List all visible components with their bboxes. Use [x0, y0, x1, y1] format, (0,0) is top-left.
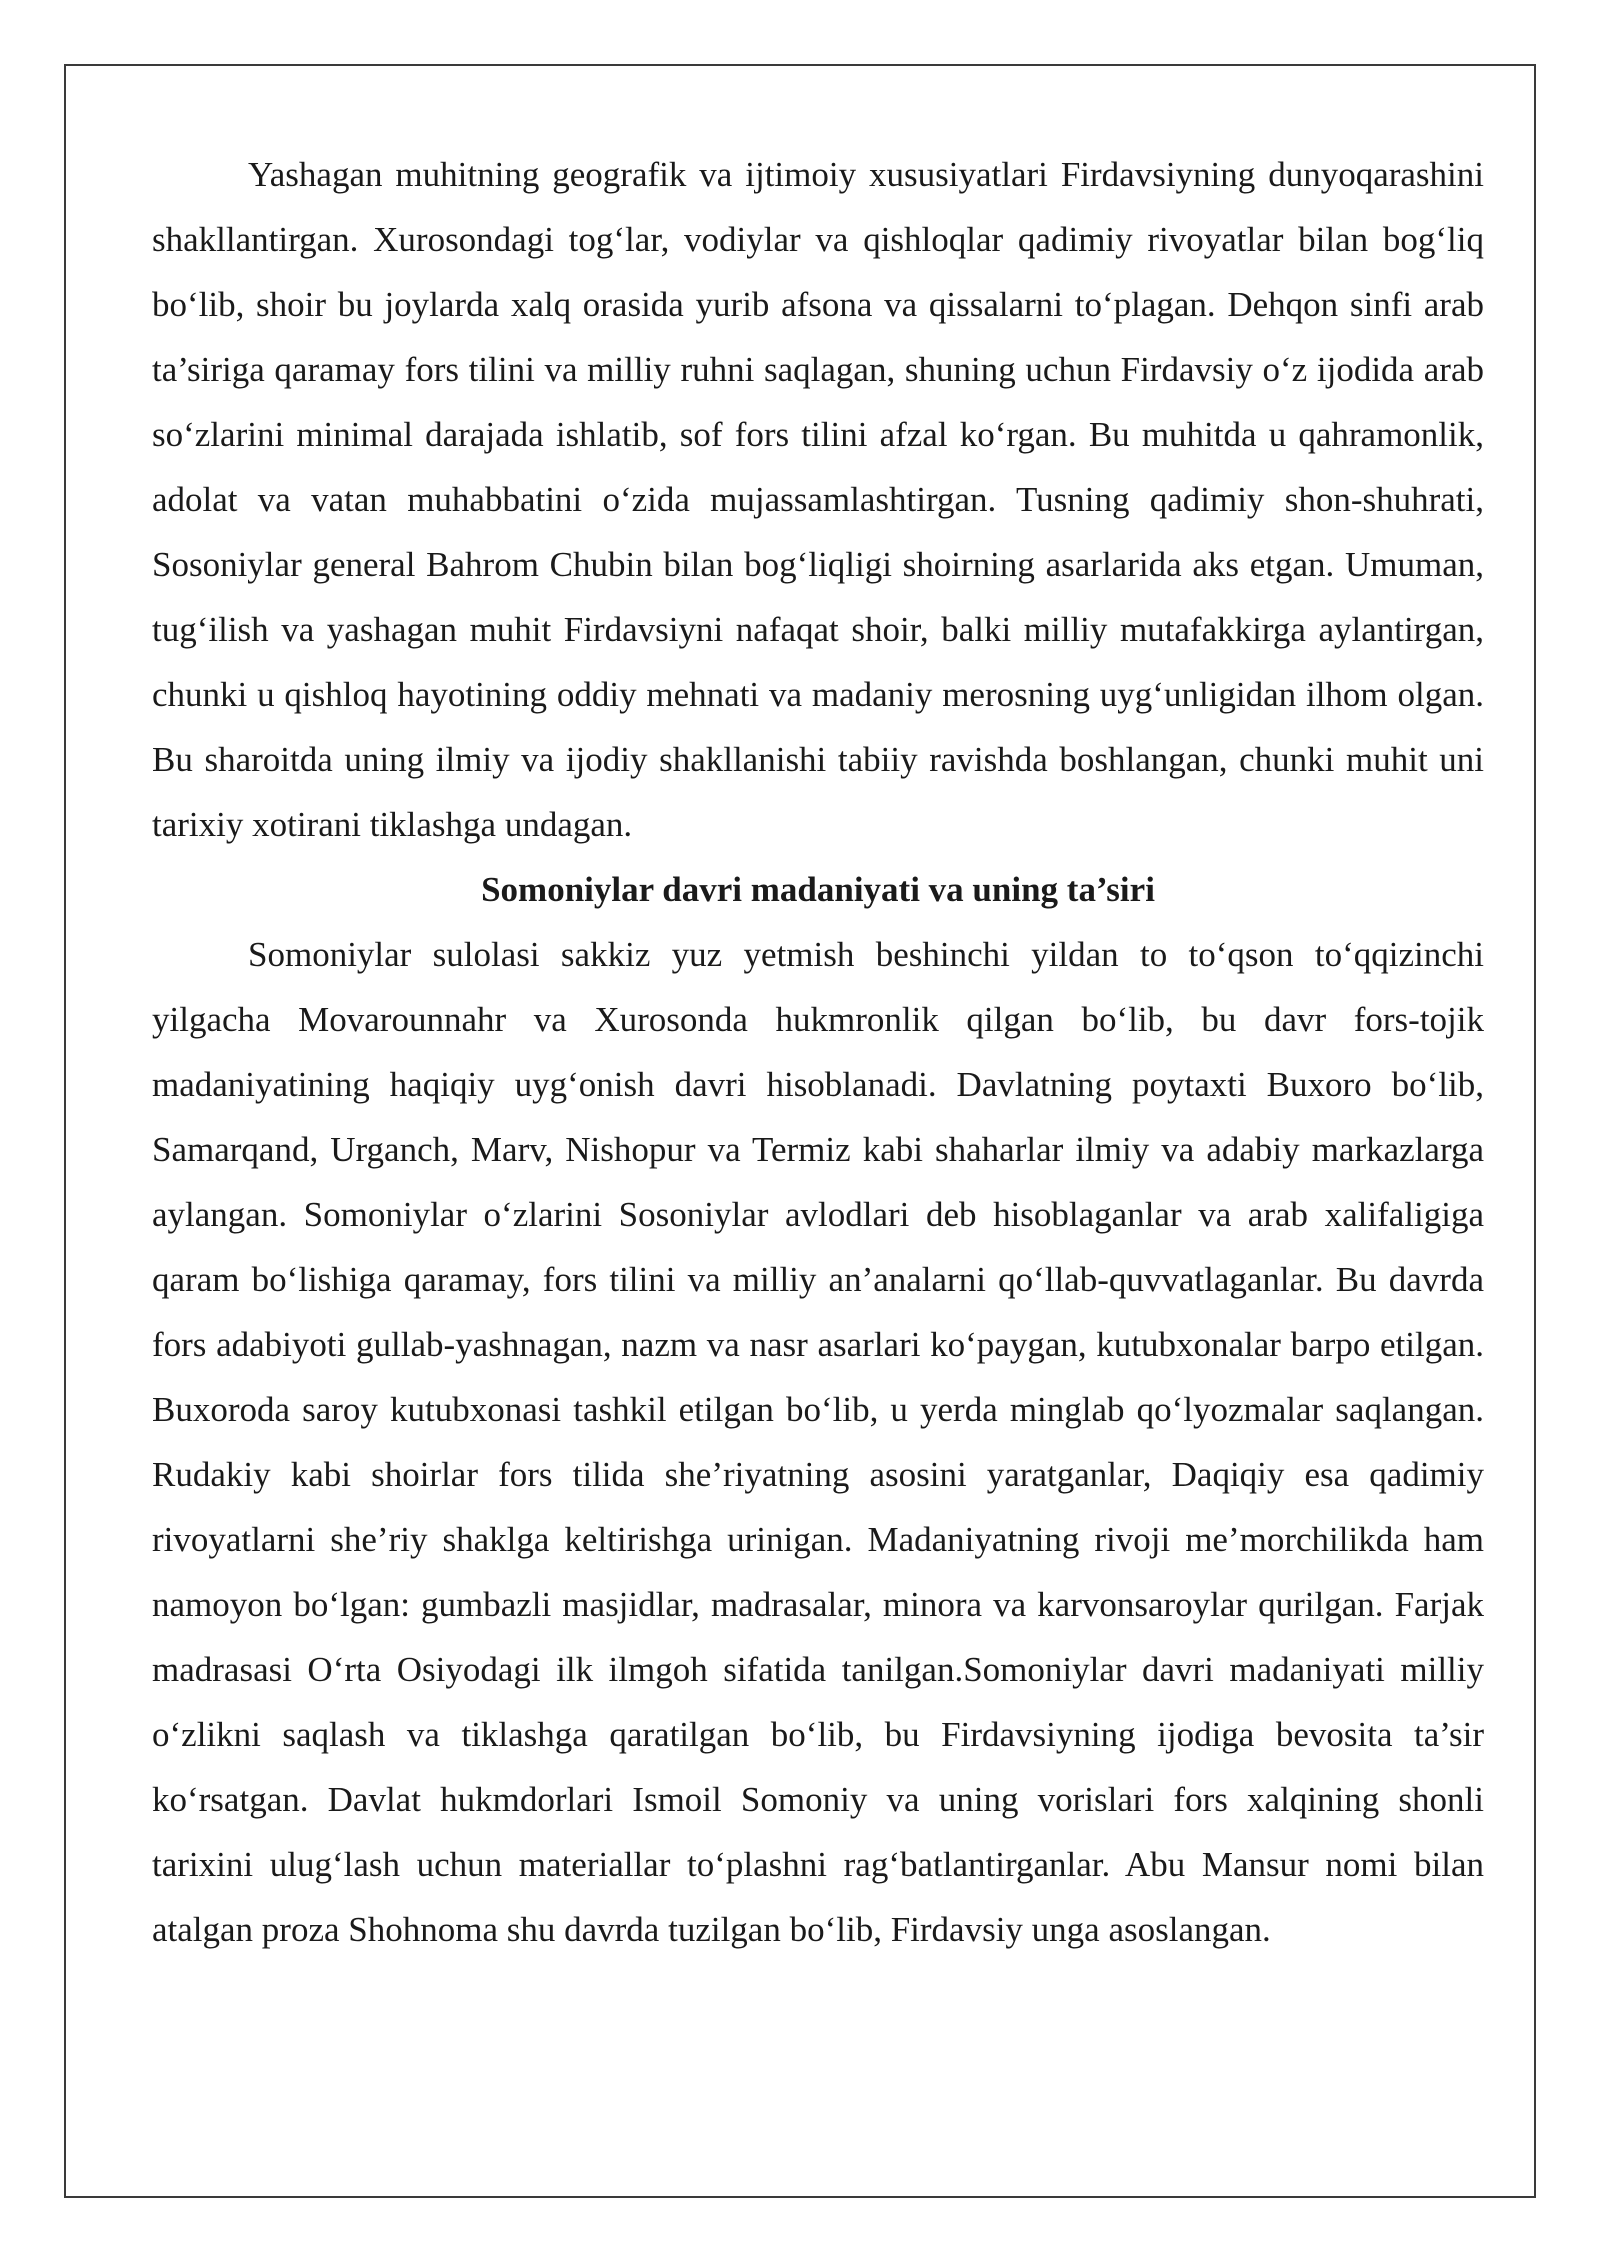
paragraph-environment: Yashagan muhitning geografik va ijtimoiy xususiyatlari Firdavsiyning dunyoqarashini shakllantirgan. Xurosondagi tog‘lar, vodiylar va qishloqlar qadimiy rivoyatlar bilan bog‘liq bo‘lib, shoir bu joylarda xalq orasida yurib afsona va qissalarni to‘plagan. Dehqon sinfi arab ta’siriga qaramay fors tilini va milliy ruhni saqlagan, shuning uchun Firdavsiy o‘z ijodida arab so‘zlarini minimal darajada ishlatib, sof fors tilini afzal ko‘rgan. Bu muhitda u qahramonlik, adolat va vatan muhabbatini o‘zida mujassamlashtirgan. Tusning qadimiy shon-shuhrati, Sosoniylar general Bahrom Chubin bilan bog‘liqligi shoirning asarlarida aks etgan. Umuman, tug‘ilish va yashagan muhit Firdavsiyni nafaqat shoir, balki milliy mutafakkirga aylantirgan, chunki u qishloq hayotining oddiy mehnati va madaniy merosning uyg‘unligidan ilhom olgan. Bu sharoitda uning ilmiy va ijodiy shakllanishi tabiiy ravishda boshlangan, chunki muhit uni tarixiy xotirani tiklashga undagan.: [152, 155, 1484, 844]
paragraph-samanid-culture: Somoniylar sulolasi sakkiz yuz yetmish beshinchi yildan to to‘qson to‘qqizinchi yilgacha Movarounnahr va Xurosonda hukmronlik qilgan bo‘lib, bu davr fors-tojik madaniyatining haqiqiy uyg‘onish davri hisoblanadi. Davlatning poytaxti Buxoro bo‘lib, Samarqand, Urganch, Marv, Nishopur va Termiz kabi shaharlar ilmiy va adabiy markazlarga aylangan. Somoniylar o‘zlarini Sosoniylar avlodlari deb hisoblaganlar va arab xalifaligiga qaram bo‘lishiga qaramay, fors tilini va milliy an’analarni qo‘llab-quvvatlaganlar. Bu davrda fors adabiyoti gullab-yashnagan, nazm va nasr asarlari ko‘paygan, kutubxonalar barpo etilgan. Buxoroda saroy kutubxonasi tashkil etilgan bo‘lib, u yerda minglab qo‘lyozmalar saqlangan. Rudakiy kabi shoirlar fors tilida she’riyatning asosini yaratganlar, Daqiqiy esa qadimiy rivoyatlarni she’riy shaklga keltirishga urinigan. Madaniyatning rivoji me’morchilikda ham namoyon bo‘lgan: gumbazli masjidlar, madrasalar, minora va karvonsaroylar qurilgan. Farjak madrasasi O‘rta Osiyodagi ilk ilmgoh sifatida tanilgan.Somoniylar davri madaniyati milliy o‘zlikni saqlash va tiklashga qaratilgan bo‘lib, bu Firdavsiyning ijodiga bevosita ta’sir ko‘rsatgan. Davlat hukmdorlari Ismoil Somoniy va uning vorislari fors xalqining shonli tarixini ulug‘lash uchun materiallar to‘plashni rag‘batlantirganlar. Abu Mansur nomi bilan atalgan proza Shohnoma shu davrda tuzilgan bo‘lib, Firdavsiy unga asoslangan.: [152, 935, 1484, 1949]
document-body: [152, 142, 1484, 1962]
section-heading: Somoniylar davri madaniyati va uning ta’siri: [481, 870, 1155, 909]
